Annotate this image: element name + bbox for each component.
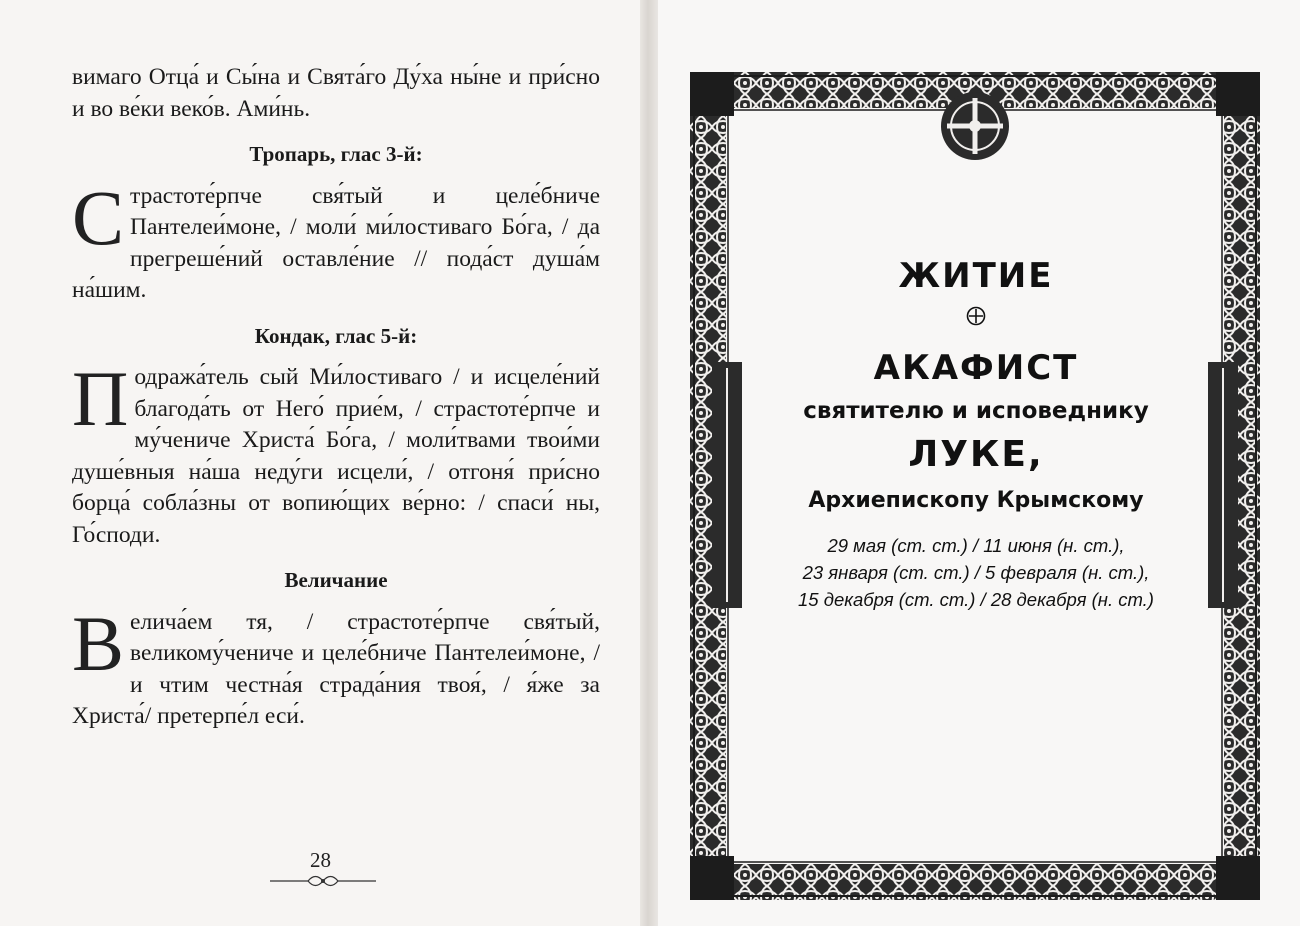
page-ornament-icon <box>268 874 378 888</box>
kontakion-dropcap: П <box>72 355 129 442</box>
left-side-medallion <box>712 362 742 608</box>
saint-name: ЛУКЕ, <box>908 434 1044 475</box>
title-block <box>758 158 1194 820</box>
feast-date-line: 23 января (ст. ст.) / 5 февраля (н. ст.), <box>802 562 1150 583</box>
feast-dates <box>758 532 1194 613</box>
saint-rank: Архиепископу Крымскому <box>808 488 1144 513</box>
magnification-paragraph <box>72 599 600 733</box>
rosette-icon <box>966 306 986 326</box>
feast-date-line: 29 мая (ст. ст.) / 11 июня (н. ст.), <box>827 535 1125 556</box>
magnification-text: елича́ем тя, / страстоте́рпче свя́тый, великому́чениче и целе́бниче Пантелеи́моне, / и чтим честна́я страда́ния твоя́, / я́же за Христа́/ претерпе́л еси́. <box>72 608 600 729</box>
subtitle: святителю и исповеднику <box>803 398 1149 424</box>
left-page <box>0 0 648 926</box>
right-side-medallion <box>1208 362 1238 608</box>
kontakion-paragraph <box>72 355 600 551</box>
magnification-dropcap: В <box>72 599 125 687</box>
troparion-paragraph <box>72 173 600 307</box>
kontakion-heading: Кондак, глас 5-й: <box>254 323 418 348</box>
magnification-heading: Величание <box>284 568 388 592</box>
title-akafist: АКАФИСТ <box>873 348 1079 388</box>
book-gutter <box>640 0 660 926</box>
feast-date-line: 15 декабря (ст. ст.) / 28 декабря (н. ст.) <box>798 589 1154 610</box>
troparion-heading: Тропарь, глас 3-й: <box>249 142 423 166</box>
page-number: 28 <box>310 848 331 872</box>
kontakion-text: одража́тель сый Ми́лостиваго / и исцеле́ний благода́ть от Него́ прие́м, / страстоте́рпче и му́чениче Христа́ Бо́га, / моли́твами твои́ми душе́вныя на́ша неду́ги исцели́, / отгоня́ при́сно борца́ собла́зны от вопию́щих ве́рно: / спаси́ ны, Го́споди. <box>72 364 600 548</box>
opening-lines: вимаго Отца́ и Сы́на и Свята́го Ду́ха ны́не и при́сно и во ве́ки веко́в. Ами́нь. <box>72 64 600 122</box>
title-zhitie: ЖИТИЕ <box>898 256 1054 296</box>
troparion-text: трастоте́рпче свя́тый и целе́бниче Пантелеи́моне, / моли́ ми́лостиваго Бо́га, / да прегреше́ний оставле́ние // пода́ст душа́м на́шим. <box>72 182 600 303</box>
top-cross-medallion <box>941 92 1009 160</box>
left-page-text <box>72 62 600 733</box>
troparion-dropcap: С <box>72 173 125 261</box>
